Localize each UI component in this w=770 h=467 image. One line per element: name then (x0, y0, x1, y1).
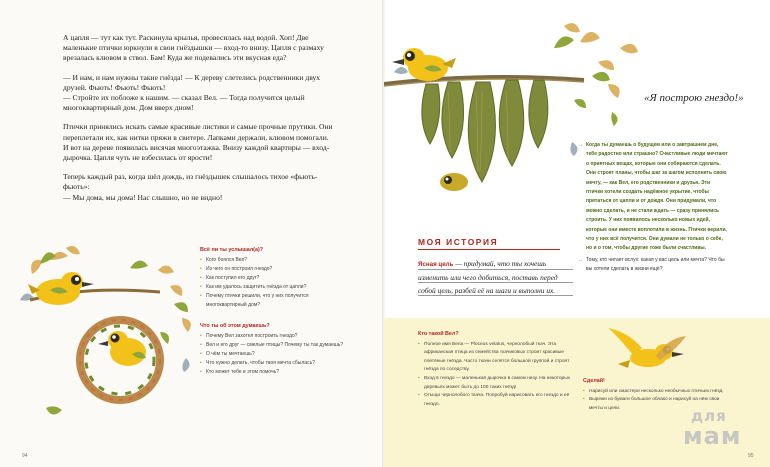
questions-think (200, 322, 350, 377)
who-item: • Вход в гнездо — маленькая дырочка в самом низу. На некоторых деревьях может быть до 100 таких гнёзд! (418, 375, 578, 392)
tip-item (578, 141, 728, 254)
clear-goal-text (418, 257, 573, 297)
question-item: • Что нужно делать, чтобы твоя мечта сбылась? (200, 359, 350, 368)
watermark-bottom: мам (683, 422, 742, 450)
questions-think-title: Что ты об этом думаешь? (200, 323, 270, 329)
arrow-icon: → (578, 256, 583, 263)
parent-tips (578, 141, 728, 277)
birds-nest-illustration (10, 240, 200, 430)
story-text (63, 33, 335, 212)
questions-heard-title: Всё ли ты услышал(а)? (200, 247, 264, 253)
watermark-top: для (691, 407, 727, 425)
question-item: • Почему птички решили, что у них получится многоквартирный дом? (200, 292, 350, 310)
question-item: • О чём ты мечтаешь? (200, 350, 350, 359)
make-title: Сделай! (583, 378, 605, 384)
question-item: • Кто может тебе в этом помочь? (200, 368, 350, 377)
bird-on-branch (392, 48, 456, 81)
question-item: • Как им удалось защитить гнёзда от цапли? (200, 283, 350, 292)
tip-text: Когда ты думаешь о будущем или о завтрашнем дне, тебе радостно или страшно? Счастливые люди мечтают о приятных вещах, которые они собираются сделать. Они строят планы, чтобы шаг за шагом исполнять свою мечту, — как Вел, его родственники и друзья. Эти птички хотели создать надёжное укрытие, чтобы прятаться от цапли и от дождя. Они придумали, что можно сделать, и не стали ждать — сразу принялись строить. У них появилось несколько новых идей, которые они вместе воплотили в жизнь. Птички верили, что у них всё получится. Они думали не только о себе, но и о том, чтобы другие тоже были счастливы. (586, 142, 728, 252)
tip-item (578, 256, 728, 275)
title-underline (418, 249, 560, 250)
who-item: • Отыщи чернолобого ткача. Попробуй нарисовать его гнездо и её гнездо. (418, 392, 578, 409)
quote-heading: «Я построю гнездо!» (644, 92, 744, 104)
who-item: • Полное имя Вела — Ploceus velatus, чернолобый ткач. Эта африканская птица из семейства ткачиковых строит красивые плетёные гнёзда. Часто ткачи селятся большой группой и строят гнёзда по соседству. (418, 341, 578, 375)
bird-two (98, 331, 146, 366)
arrow-icon: → (578, 142, 583, 148)
my-story-title: МОЯ ИСТОРИЯ (418, 237, 499, 247)
story-paragraph: А цапля — тут как тут. Раскинула крылья, провесилась над водой. Хоп! Две маленькие птички юркнули в свои гнёздышки — вход-то внизу. Цапля с размаху врезалась клювом в ствол. Бам! Куда же подевались эти вкусная еда? (63, 33, 324, 63)
question-item: • Как поступил его друг? (200, 274, 350, 283)
story-paragraph: Теперь каждый раз, когда шёл дождь, из гнёздышек слышалось тихое «фьють-фьють»: — Мы дома, мы дома! Нас слышно, но не видно! (63, 172, 318, 202)
make-item: • Вырежи из бумаги большое облако и нарисуй на нём свои мечты и цели. (583, 396, 733, 413)
page-number-right: 95 (748, 453, 754, 459)
goal-head: Ясная цель (418, 261, 454, 268)
flying-bird-illustration (604, 326, 694, 376)
watermark (683, 409, 763, 448)
question-item: • Кого боялся Вел? (200, 256, 350, 265)
questions-heard (200, 246, 350, 310)
who-is-vel (418, 330, 578, 409)
story-paragraph: — И нам, и нам нужны такие гнёзда! — К дереву слетелись родственники двух друзей. Фьють! Фьють! Фьють! — Стройте их побложе к нашим. — сказал Вел. — Тогда получится целый многоквартирный дом. Дом вверх дном! (63, 72, 321, 113)
who-title: Кто такой Вел? (418, 331, 459, 337)
bird-one (28, 272, 94, 305)
goal-body: — придумай, что ты хочешь изменить или чего добиться, поставь перед собой цель, разбей её на шаги и выполни их. (418, 259, 558, 295)
page-number-left: 94 (22, 453, 28, 459)
tip-text: Тому, кто читает вслух: какая у вас цель или мечта? Что бы вы хотели сделать в жизни ещё? (586, 256, 725, 273)
question-item: • Из чего он построил гнездо? (200, 265, 350, 274)
question-item: • Почему Вел захотел построить гнездо? (200, 332, 350, 341)
make-item: • Нарисуй или смастери несколько необычных птичьих гнёзд. (583, 388, 733, 397)
question-item: • Вел и его друг — смелые птицы? Почему ты так думаешь? (200, 341, 350, 350)
story-paragraph: Птички принялись искать самые красивые листики и самые прочные прутики. Они переплетали их, как нитки пряжи в свитере. Лапками держали, клювом помогали. И вот на дереве появилась висячая многоэтажка. Внизу каждой квартиры — вход-дырочка. Цапля чуть не взбесилась от ярости! (63, 122, 333, 163)
